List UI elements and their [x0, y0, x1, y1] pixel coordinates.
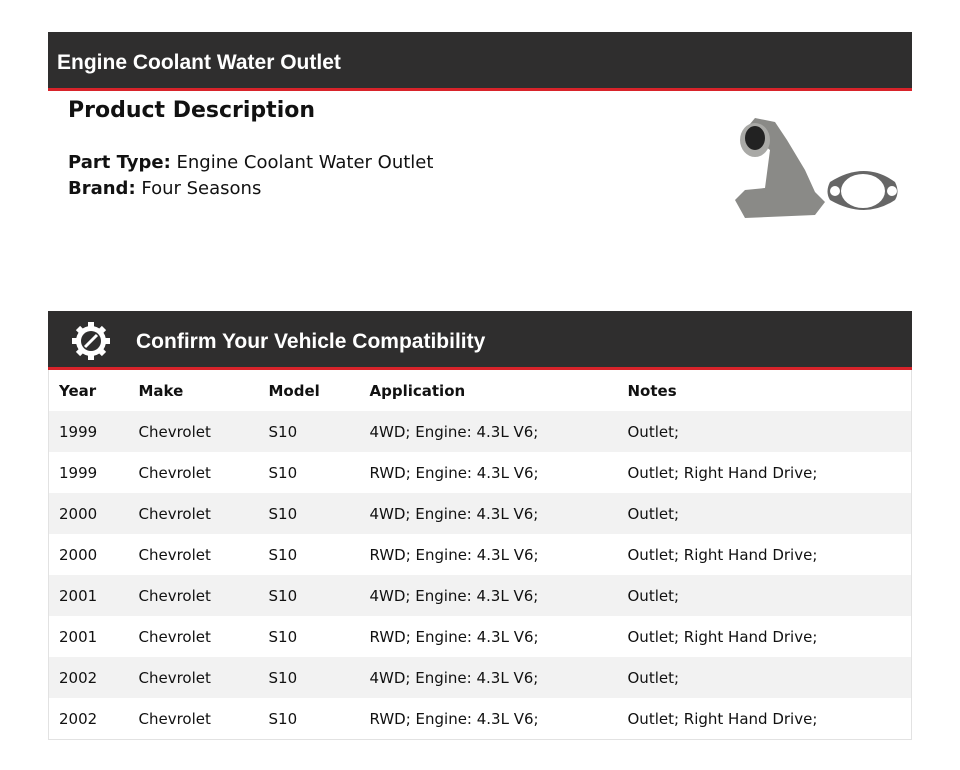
cell-application: 4WD; Engine: 4.3L V6;: [369, 668, 539, 687]
cell-notes: Outlet; Right Hand Drive;: [627, 545, 818, 564]
cell-make: Chevrolet: [138, 504, 211, 523]
table-header: [49, 370, 912, 411]
cell-model: S10: [268, 709, 298, 728]
cell-make: Chevrolet: [138, 709, 211, 728]
cell-make: Chevrolet: [138, 627, 211, 646]
product-title: Engine Coolant Water Outlet: [57, 51, 341, 74]
cell-application: 4WD; Engine: 4.3L V6;: [369, 422, 539, 441]
col-notes: Notes: [627, 381, 677, 400]
cell-model: S10: [268, 668, 298, 687]
table-row: [49, 534, 912, 575]
cell-year: 2000: [59, 504, 98, 523]
col-year: Year: [59, 381, 97, 400]
col-model: Model: [268, 381, 320, 400]
col-application: Application: [369, 381, 466, 400]
cell-notes: Outlet; Right Hand Drive;: [627, 709, 818, 728]
cell-model: S10: [268, 627, 298, 646]
cell-year: 1999: [59, 422, 98, 441]
cell-year: 2001: [59, 586, 98, 605]
cell-application: RWD; Engine: 4.3L V6;: [369, 545, 539, 564]
cell-year: 2000: [59, 545, 98, 564]
gear-wrench-icon: [70, 320, 112, 362]
cell-model: S10: [268, 545, 298, 564]
table-row: [49, 452, 912, 493]
cell-application: RWD; Engine: 4.3L V6;: [369, 463, 539, 482]
table-row: [49, 411, 912, 452]
table-row: [49, 493, 912, 534]
cell-model: S10: [268, 463, 298, 482]
table-row: [49, 575, 912, 616]
cell-make: Chevrolet: [138, 463, 211, 482]
cell-notes: Outlet;: [627, 504, 680, 523]
compatibility-table: [48, 370, 912, 740]
cell-year: 2001: [59, 627, 98, 646]
cell-notes: Outlet;: [627, 586, 680, 605]
product-image: [725, 100, 905, 230]
compatibility-title: Confirm Your Vehicle Compatibility: [136, 330, 486, 353]
table-row: [49, 698, 912, 740]
cell-notes: Outlet; Right Hand Drive;: [627, 463, 818, 482]
cell-notes: Outlet;: [627, 668, 680, 687]
cell-year: 2002: [59, 668, 98, 687]
table-row: [49, 616, 912, 657]
cell-make: Chevrolet: [138, 422, 211, 441]
cell-make: Chevrolet: [138, 668, 211, 687]
part-type: Part Type: Engine Coolant Water Outlet: [68, 152, 434, 173]
table-row: [49, 657, 912, 698]
cell-year: 2002: [59, 709, 98, 728]
brand: Brand: Four Seasons: [68, 178, 262, 199]
col-make: Make: [138, 381, 184, 400]
cell-model: S10: [268, 586, 298, 605]
cell-model: S10: [268, 422, 298, 441]
cell-application: RWD; Engine: 4.3L V6;: [369, 709, 539, 728]
cell-make: Chevrolet: [138, 586, 211, 605]
product-title-bar: [48, 32, 912, 91]
cell-application: 4WD; Engine: 4.3L V6;: [369, 504, 539, 523]
compatibility-bar: [48, 311, 912, 370]
cell-year: 1999: [59, 463, 98, 482]
section-heading: Product Description: [68, 98, 316, 123]
cell-notes: Outlet;: [627, 422, 680, 441]
cell-notes: Outlet; Right Hand Drive;: [627, 627, 818, 646]
cell-model: S10: [268, 504, 298, 523]
cell-application: 4WD; Engine: 4.3L V6;: [369, 586, 539, 605]
cell-application: RWD; Engine: 4.3L V6;: [369, 627, 539, 646]
cell-make: Chevrolet: [138, 545, 211, 564]
